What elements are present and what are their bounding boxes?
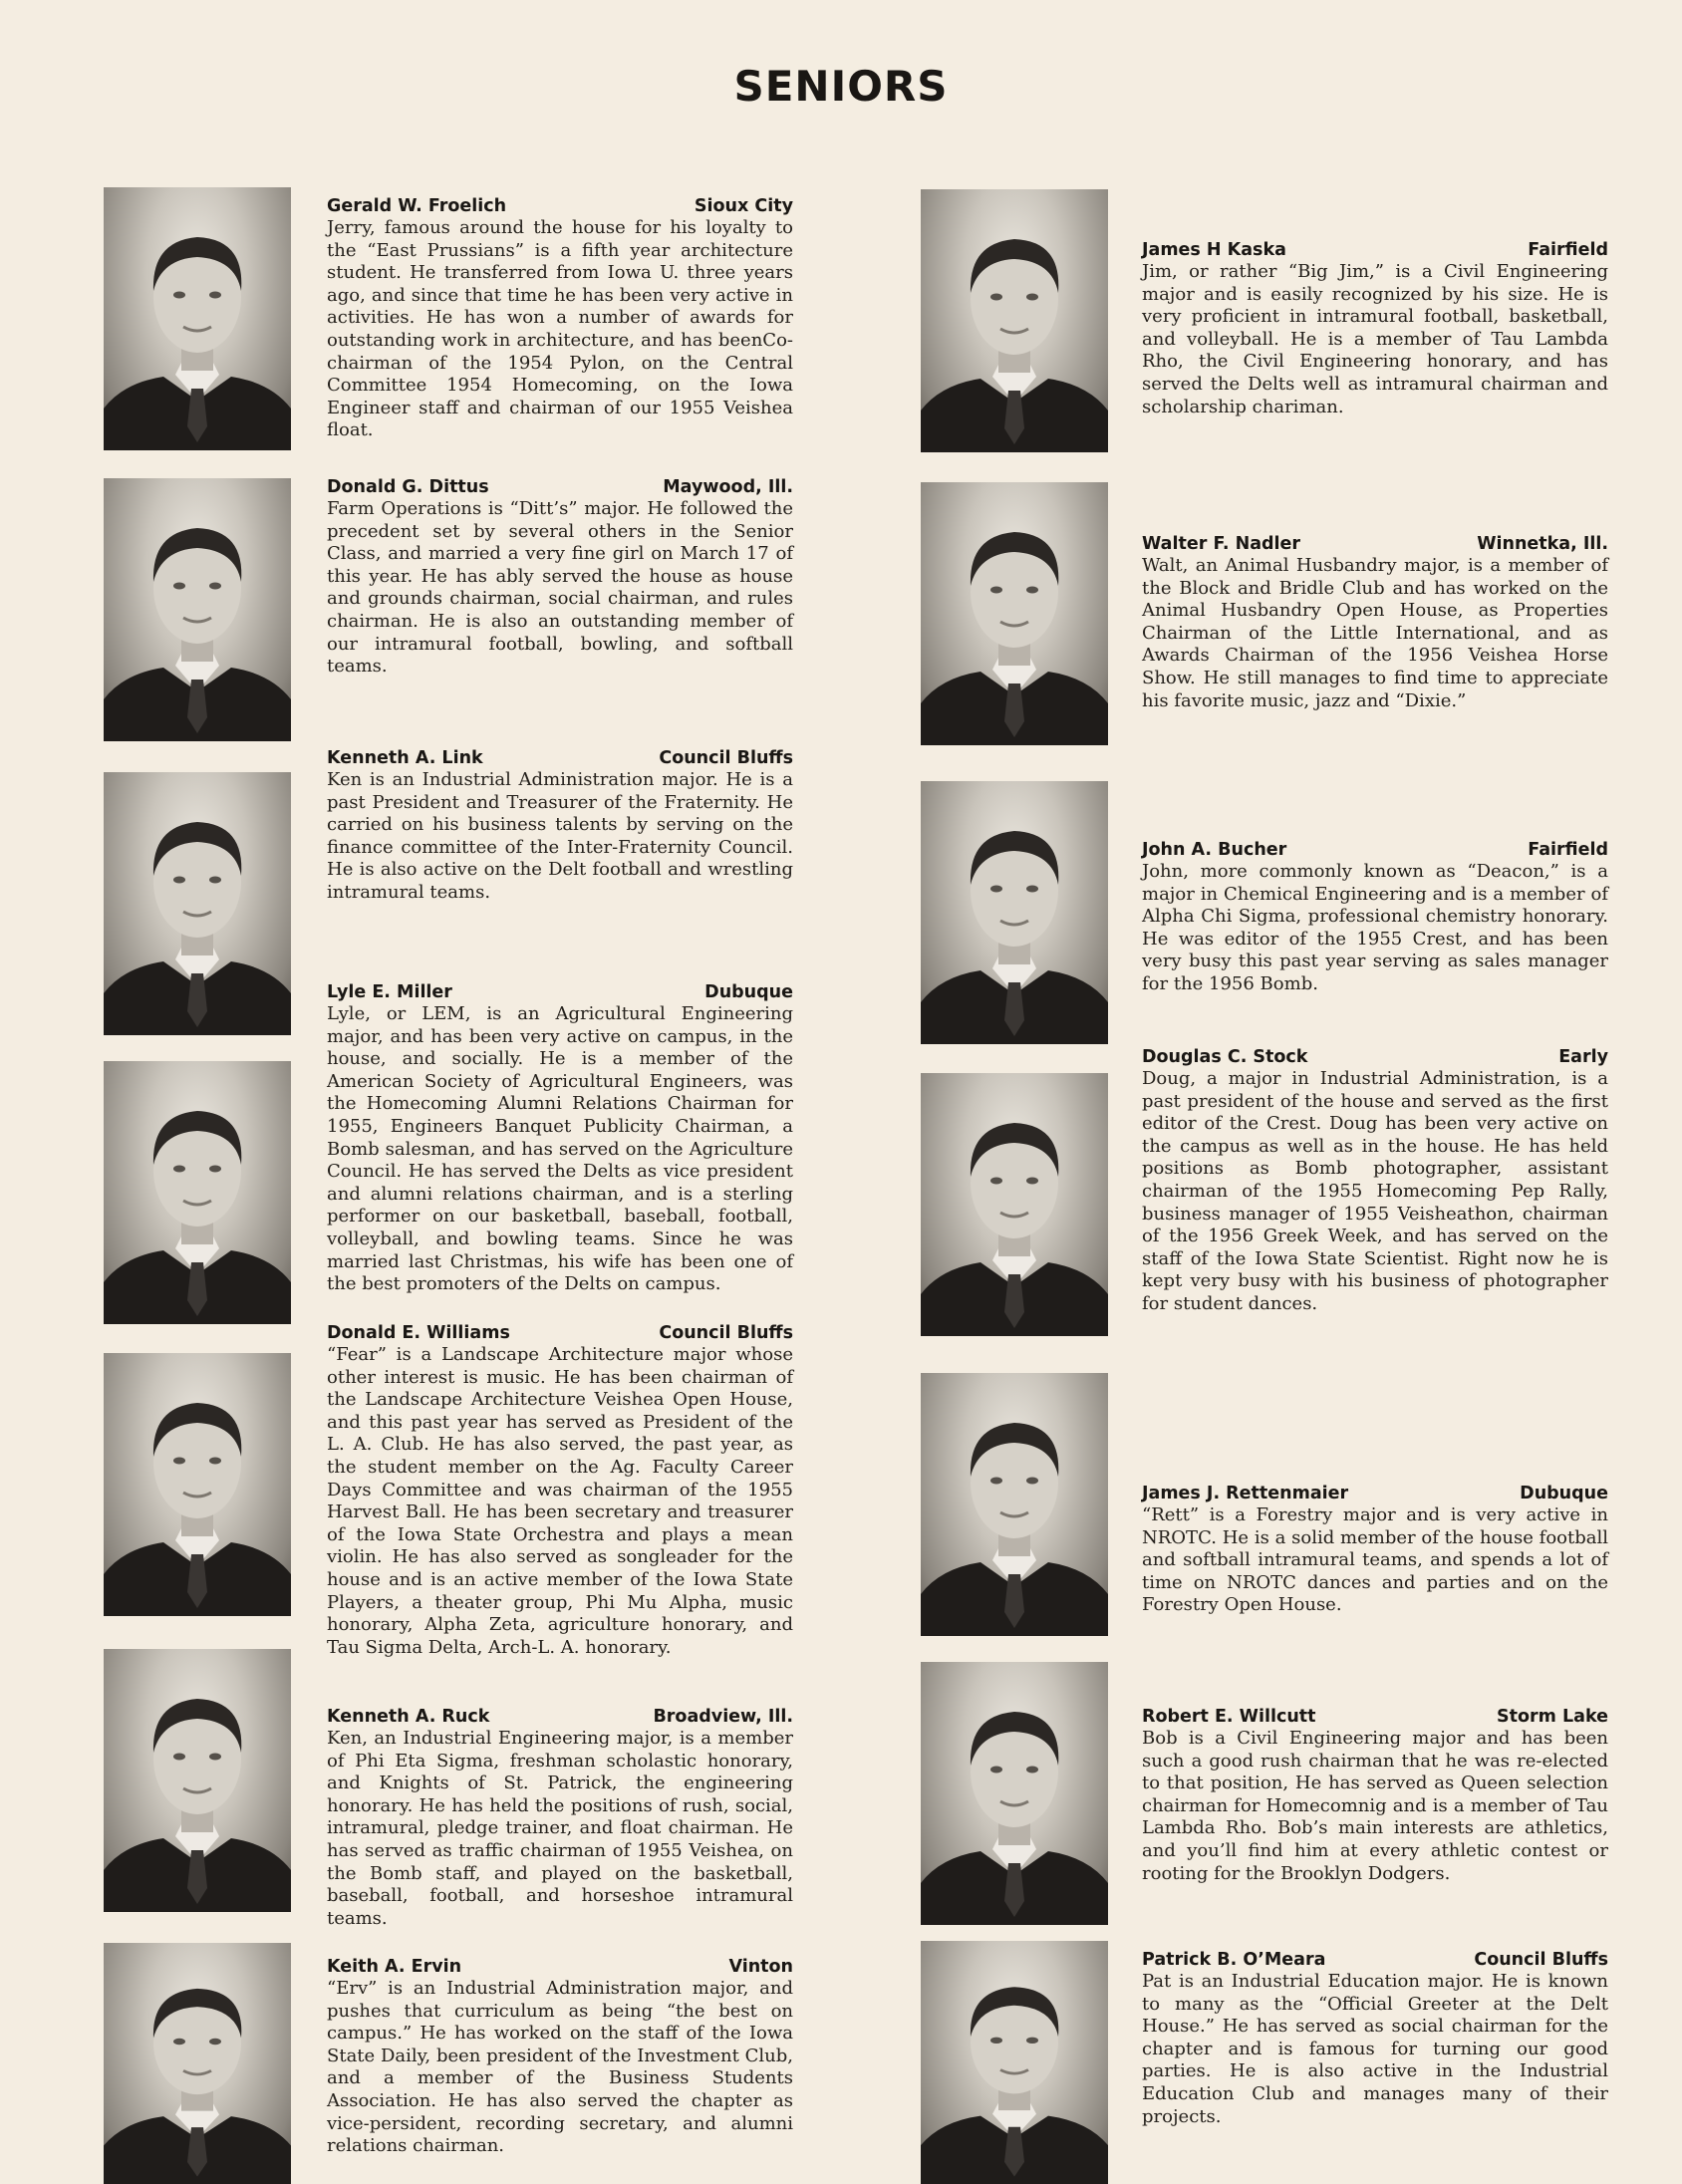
senior-hometown: Storm Lake [1497, 1707, 1608, 1727]
senior-name: Gerald W. Froelich [327, 196, 507, 216]
senior-name: Keith A. Ervin [327, 1957, 462, 1977]
senior-bio: “Rett” is a Forestry major and is very active in NROTC. He is a solid member of the house football and softball intramural teams, and spends a lot of time on NROTC dances and parties and on the Forestry Open House. [1142, 1504, 1608, 1616]
portrait-photo [921, 1073, 1108, 1336]
senior-hometown: Sioux City [694, 196, 793, 216]
senior-name: James J. Rettenmaier [1142, 1484, 1349, 1503]
senior-entry [327, 1956, 793, 2158]
senior-entry [1142, 1046, 1608, 1316]
senior-hometown: Dubuque [1520, 1484, 1608, 1503]
senior-hometown: Vinton [728, 1957, 793, 1977]
senior-hometown: Council Bluffs [659, 1323, 793, 1343]
senior-bio: Doug, a major in Industrial Administration, is a past president of the house and served as the first editor of the Crest. Doug has been very active on the campus as well as in the house. He has held positions as Bomb photographer, assistant chairman of the 1955 Homecoming Pep Rally, business manager of 1955 Veisheathon, chairman of the 1956 Greek Week, and has served on the staff of the Iowa State Scientist. Right now he is kept very busy with his business of photographer for student dances. [1142, 1068, 1608, 1314]
senior-name: Donald E. Williams [327, 1323, 510, 1343]
senior-name: Robert E. Willcutt [1142, 1707, 1316, 1727]
senior-name: Walter F. Nadler [1142, 534, 1301, 554]
senior-bio: “Fear” is a Landscape Architecture major whose other interest is music. He has been chairman of the Landscape Architecture Veishea Open House, and this past year has served as President of the L. A. Club. He has also served, the past year, as the student member on the Ag. Faculty Career Days Committee and was chairman of the 1955 Harvest Ball. He has been secretary and treasurer of the Iowa State Orchestra and plays a mean violin. He has also served as songleader for the house and is an active member of the Iowa State Players, a theater group, Phi Mu Alpha, music honorary, Alpha Zeta, agriculture honorary, and Tau Sigma Delta, Arch-L. A. honorary. [327, 1344, 793, 1658]
senior-bio: “Erv” is an Industrial Administration major, and pushes that curriculum as being “the best on campus.” He has worked on the staff of the Iowa State Daily, been president of the Investment Club, and a member of the Business Students Association. He has also served the chapter as vice-persident, recording secretary, and alumni relations chairman. [327, 1978, 793, 2157]
senior-hometown: Fairfield [1528, 840, 1608, 860]
portrait-photo [104, 1061, 291, 1324]
senior-entry [1142, 1706, 1608, 1885]
senior-entry [1142, 239, 1608, 418]
senior-hometown: Broadview, Ill. [653, 1707, 793, 1727]
senior-entry [327, 747, 793, 905]
senior-bio: Walt, an Animal Husbandry major, is a member of the Block and Bridle Club and has worked on the Animal Husbandry Open House, as Properties Chairman of the Little International, and as Awards Chairman of the 1956 Veishea Horse Show. He still manages to find time to appreciate his favorite music, jazz and “Dixie.” [1142, 555, 1608, 711]
portrait-photo [104, 187, 291, 450]
senior-name: Douglas C. Stock [1142, 1047, 1308, 1067]
senior-name: John A. Bucher [1142, 840, 1287, 860]
senior-hometown: Council Bluffs [1474, 1950, 1608, 1970]
senior-bio: Pat is an Industrial Education major. He is known to many as the “Official Greeter at the Delt House.” He has served as social chairman for the chapter and is famous for turning our good parties. He is also active in the Industrial Education Club and manages many of their projects. [1142, 1971, 1608, 2127]
senior-name: Kenneth A. Ruck [327, 1707, 490, 1727]
senior-name: Donald G. Dittus [327, 477, 489, 497]
senior-bio: Farm Operations is “Ditt’s” major. He followed the precedent set by several others in the Senior Class, and married a very fine girl on March 17 of this year. He has ably served the house as house and grounds chairman, social chairman, and rules chairman. He is also an outstanding member of our intramural football, bowling, and softball teams. [327, 498, 793, 678]
senior-name: James H Kaska [1142, 240, 1286, 260]
portrait-photo [921, 1941, 1108, 2184]
senior-bio: Ken, an Industrial Engineering major, is a member of Phi Eta Sigma, freshman scholastic honorary, and Knights of St. Patrick, the engineering honorary. He has held the positions of rush, social, intramural, pledge trainer, and float chairman. He has served as traffic chairman of 1955 Veishea, on the Bomb staff, and played on the basketball, baseball, football, and horseshoe intramural teams. [327, 1728, 793, 1929]
senior-bio: Jerry, famous around the house for his loyalty to the “East Prussians” is a fifth year architecture student. He transferred from Iowa U. three years ago, and since that time he has been very active in activities. He has won a number of awards for outstanding work in architecture, and has beenCo-chairman of the 1954 Pylon, on the Central Committee 1954 Homecoming, on the Iowa Engineer staff and chairman of our 1955 Veishea float. [327, 217, 793, 441]
senior-entry [1142, 1483, 1608, 1617]
senior-name: Patrick B. O’Meara [1142, 1950, 1326, 1970]
senior-entry [327, 1706, 793, 1930]
senior-hometown: Dubuque [704, 982, 793, 1002]
senior-entry [1142, 533, 1608, 712]
senior-bio: Bob is a Civil Engineering major and has been such a good rush chairman that he was re-elected to that position, He has served as Queen selection chairman for Homecomnig and is a member of Tau Lambda Rho. Bob’s main interests are athletics, and you’ll find him at every athletic contest or rooting for the Brooklyn Dodgers. [1142, 1728, 1608, 1884]
senior-entry [327, 1322, 793, 1659]
portrait-photo [104, 1943, 291, 2184]
portrait-photo [921, 189, 1108, 452]
portrait-photo [921, 1662, 1108, 1925]
portrait-photo [104, 478, 291, 741]
senior-hometown: Early [1558, 1047, 1608, 1067]
senior-entry [1142, 839, 1608, 996]
portrait-photo [921, 781, 1108, 1044]
senior-hometown: Council Bluffs [659, 748, 793, 768]
senior-hometown: Fairfield [1528, 240, 1608, 260]
portrait-photo [104, 1353, 291, 1616]
senior-name: Lyle E. Miller [327, 982, 452, 1002]
senior-bio: John, more commonly known as “Deacon,” is a major in Chemical Engineering and is a member of Alpha Chi Sigma, professional chemistry honorary. He was editor of the 1955 Crest, and has been very busy this past year serving as sales manager for the 1956 Bomb. [1142, 861, 1608, 994]
senior-bio: Jim, or rather “Big Jim,” is a Civil Engineering major and is easily recognized by his size. He is very proficient in intramural football, basketball, and volleyball. He is a member of Tau Lambda Rho, the Civil Engineering honorary, and has served the Delts well as intramural chairman and scholarship chariman. [1142, 261, 1608, 417]
portrait-photo [921, 1373, 1108, 1636]
senior-entry [327, 981, 793, 1296]
portrait-photo [921, 482, 1108, 745]
senior-name: Kenneth A. Link [327, 748, 483, 768]
page-title: SENIORS [733, 62, 949, 111]
portrait-photo [104, 772, 291, 1035]
senior-bio: Lyle, or LEM, is an Agricultural Engineering major, and has been very active on campus, in the house, and socially. He is a member of the American Society of Agricultural Engineers, was the Homecoming Alumni Relations Chairman for 1955, Engineers Banquet Publicity Chairman, a Bomb salesman, and has served on the Agriculture Council. He has served the Delts as vice president and alumni relations chairman, and is a sterling performer on our basketball, baseball, football, volleyball, and bowling teams. Since he was married last Christmas, his wife has been one of the best promoters of the Delts on campus. [327, 1003, 793, 1295]
senior-hometown: Maywood, Ill. [663, 477, 793, 497]
senior-entry [327, 195, 793, 442]
senior-entry [327, 476, 793, 679]
senior-entry [1142, 1949, 1608, 2128]
senior-bio: Ken is an Industrial Administration major. He is a past President and Treasurer of the Fraternity. He carried on his business talents by serving on the finance committee of the Inter-Fraternity Council. He is also active on the Delt football and wrestling intramural teams. [327, 769, 793, 903]
senior-hometown: Winnetka, Ill. [1477, 534, 1608, 554]
portrait-photo [104, 1649, 291, 1912]
